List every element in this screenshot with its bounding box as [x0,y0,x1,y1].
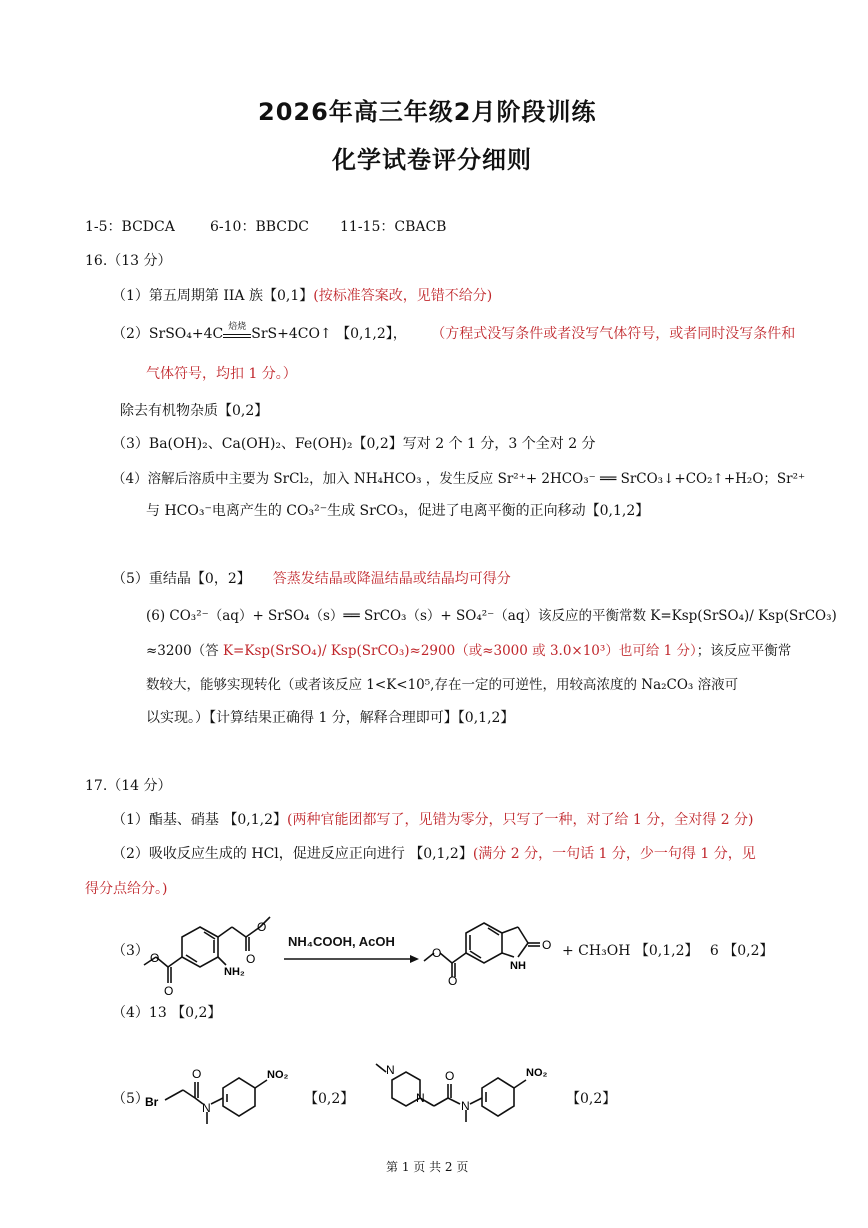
q16-part4-line1: （4）溶解后溶质中主要为 SrCl₂，加入 NH₄HCO₃ ，发生反应 Sr²⁺+ 2HCO₃⁻ ══ SrCO₃↓+CO₂↑+H₂O；Sr²⁺ [112,471,806,487]
page-footer: 第 1 页 共 2 页 [386,1160,469,1174]
atom-o: O [257,920,267,934]
reactant-structure [140,905,280,995]
q16-part6-cont: ；该反应平衡常 [696,643,792,659]
atom-o: O [542,938,552,952]
q17-part4: （4）13 【0,2】 [112,1005,222,1021]
condition-text: 焙烧 [228,322,247,332]
q16-part6-line1: (6) CO₃²⁻（aq）+ SrSO₄（s）══ SrCO₃（s）+ SO₄²⁻（aq）该反应的平衡常数 K=Ksp(SrSO₄)/ Ksp(SrCO₃) [146,608,837,624]
q16-part5 [112,568,511,588]
q16-part1-note: (按标准答案改，见错不给分) [313,288,493,304]
atom-no2: NO₂ [267,1069,289,1081]
atom-br: Br [145,1095,159,1109]
q17-part3-tail: + CH₃OH 【0,1,2】 6 【0,2】 [562,943,774,959]
atom-n: N [202,1101,211,1115]
structure-piperazine-amide [372,1058,572,1132]
q16-part2-equation [112,323,795,343]
mc-answers-6-10: 6-10：BBCDC [210,219,309,235]
q17-part2 [112,843,756,863]
q16-part6-line4: 以实现。）【计算结果正确得 1 分，解释合理即可】【0,1,2】 [146,710,515,726]
q16-part3: （3）Ba(OH)₂、Ca(OH)₂、Fe(OH)₂【0,2】写对 2 个 1 分，3 个全对 2 分 [112,436,596,452]
q16-part6-value: ≈3200（答 [146,643,223,659]
reagent-label: NH₄COOH, AcOH [288,934,395,949]
q16-part5-answer: （5）重结晶【0，2】 [112,571,251,587]
page-subtitle: 化学试卷评分细则 [332,146,532,174]
atom-n: N [416,1091,425,1105]
atom-n: N [386,1063,395,1077]
atom-no2: NO₂ [526,1067,548,1079]
q16-part2-note: （方程式没写条件或者没写气体符号，或者同时没写条件和 [431,326,796,342]
q16-part6-line3: 数较大，能够实现转化（或者该反应 1<K<10⁵,存在一定的可逆性，用较高浓度的 Na₂CO₃ 溶液可 [146,677,739,693]
q17-part1 [112,809,754,829]
q17-part2-note: (满分 2 分，一句话 1 分，少一句得 1 分，见 [472,846,756,862]
structure-bromo-amide [145,1062,295,1132]
reaction-arrow [284,952,420,966]
atom-o: O [246,952,256,966]
q16-part1-answer: （1）第五周期第 IIA 族【0,1】 [112,288,314,304]
q16-part2-answer2: 除去有机物杂质【0,2】 [120,403,269,419]
q17-part1-answer: （1）酯基、硝基 【0,1,2】 [112,812,287,828]
condition-arrow [223,322,251,338]
q17-part5-label: （5） [112,1091,149,1107]
q17-part2-answer: （2）吸收反应生成的 HCl，促进反应正向进行 【0,1,2】 [112,846,473,862]
page-title: 2026年高三年级2月阶段训练 [258,98,597,126]
atom-n: N [461,1099,470,1113]
atom-nh2: NH₂ [224,966,245,978]
atom-o: O [164,984,174,995]
atom-o: O [448,974,458,985]
q16-heading: 16.（13 分） [85,253,172,269]
q17-part1-note: (两种官能团都写了，见错为零分，只写了一种，对了给 1 分，全对得 2 分) [286,812,754,828]
mc-answers-1-5: 1-5：BCDCA [85,219,175,235]
q17-part2-note-cont: 得分点给分。) [85,881,168,897]
q17-part5-score2: 【0,2】 [566,1091,617,1107]
q16-part2-products: SrS+4CO↑ 【0,1,2】， [251,326,407,342]
mc-answers-11-15: 11-15：CBACB [340,219,447,235]
q16-part2-reactants: （2）SrSO₄+4C [112,326,224,342]
product-structure [420,905,560,985]
atom-nh: NH [510,960,526,972]
q16-part5-note: 答蒸发结晶或降温结晶或结晶均可得分 [272,571,511,587]
atom-o: O [445,1069,455,1083]
atom-o: O [432,946,442,960]
q17-part3-label: （3） [112,943,149,959]
q16-part2-note-cont: 气体符号，均扣 1 分。） [146,366,297,382]
q16-part4-line2: 与 HCO₃⁻电离产生的 CO₃²⁻生成 SrCO₃，促进了电离平衡的正向移动【0,1,2】 [146,503,650,519]
atom-o: O [192,1067,202,1081]
atom-o: O [150,951,160,965]
q17-part5-score1: 【0,2】 [304,1091,355,1107]
q16-part6-note: K=Ksp(SrSO₄)/ Ksp(SrCO₃)≈2900（或≈3000 或 3.0×10³）也可给 1 分） [222,643,697,659]
q16-part6-line2 [146,639,791,659]
q17-heading: 17.（14 分） [85,778,172,794]
q16-part1 [112,285,492,305]
